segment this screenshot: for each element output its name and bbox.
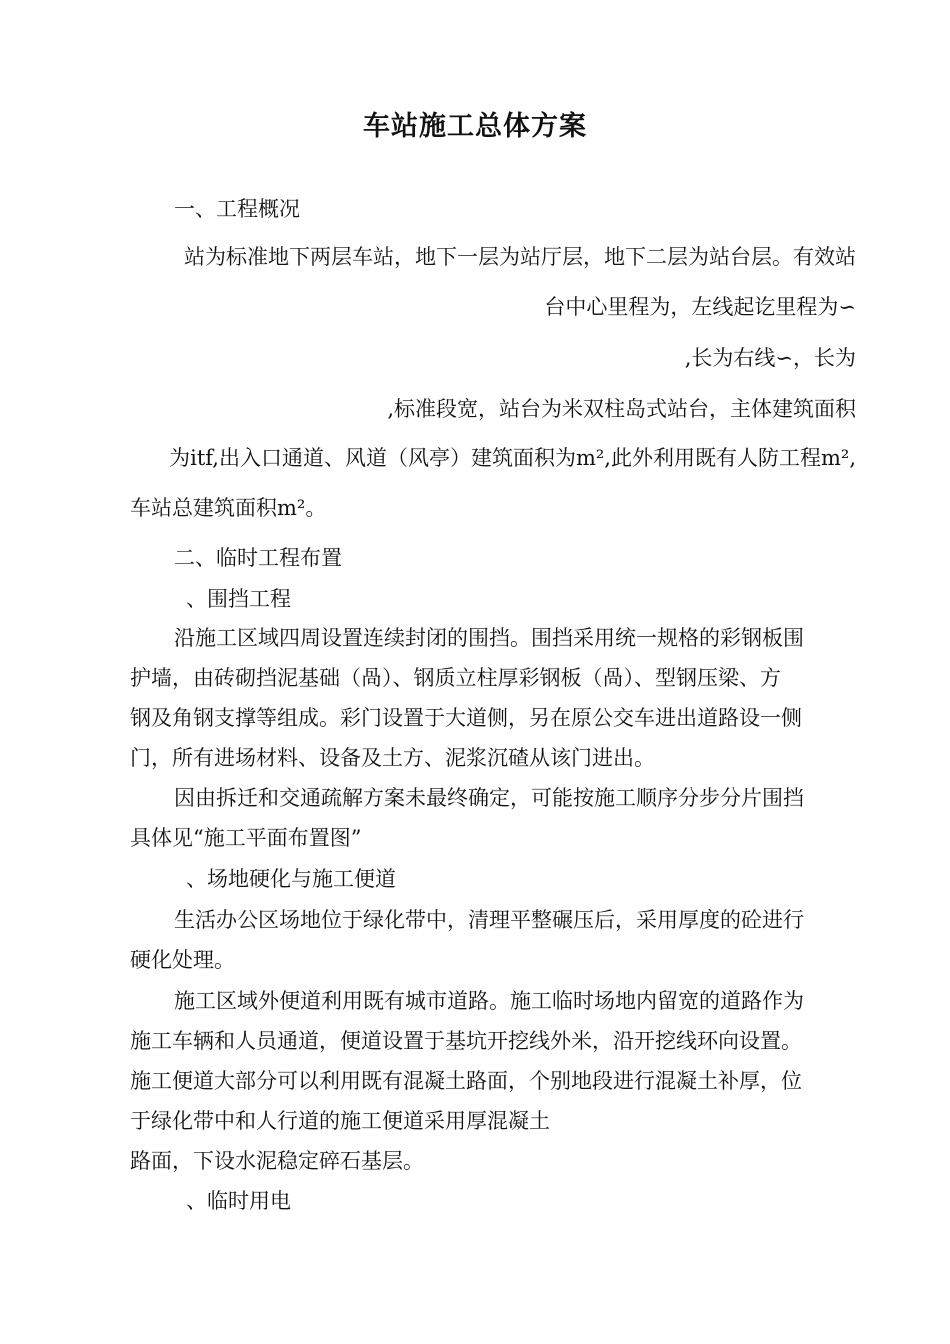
- section-heading-overview: 一、工程概况: [174, 197, 300, 221]
- subsection-heading-temporary-power: 、临时用电: [186, 1189, 291, 1213]
- section-heading-temporary-works: 二、临时工程布置: [174, 546, 342, 570]
- paragraph-line: ,长为右线∽，长为: [684, 346, 856, 370]
- paragraph-line: 于绿化带中和人行道的施工便道采用厚混凝土: [130, 1109, 550, 1133]
- paragraph-line: 钢及角钢支撑等组成。彩门设置于大道侧，另在原公交车进出道路设一侧: [130, 706, 802, 730]
- paragraph-line: ,标准段宽，站台为米双柱岛式站台，主体建筑面积: [387, 397, 856, 421]
- subsection-heading-hoarding: 、围挡工程: [186, 587, 291, 611]
- paragraph-line: 路面，下设水泥稳定碎石基层。: [130, 1149, 424, 1173]
- paragraph-line: 施工区域外便道利用既有城市道路。施工临时场地内留宽的道路作为: [174, 989, 804, 1013]
- paragraph-line: 站为标准地下两层车站，地下一层为站厅层，地下二层为站台层。有效站: [184, 245, 856, 269]
- paragraph-line: 生活办公区场地位于绿化带中，清理平整碾压后，采用厚度的砼进行: [174, 908, 804, 932]
- paragraph-line: 施工车辆和人员通道，便道设置于基坑开挖线外米，沿开挖线环向设置。: [130, 1029, 802, 1053]
- paragraph-line: 台中心里程为，左线起讫里程为∽: [544, 295, 856, 319]
- subsection-heading-site-hardening: 、场地硬化与施工便道: [186, 867, 396, 891]
- paragraph-line: 车站总建筑面积m²。: [130, 496, 327, 520]
- paragraph-line: 沿施工区域四周设置连续封闭的围挡。围挡采用统一规格的彩钢板围: [174, 626, 804, 650]
- paragraph-line: 具体见“施工平面布置图”: [130, 826, 362, 850]
- paragraph-line: 施工便道大部分可以利用既有混凝土路面，个别地段进行混凝土补厚，位: [130, 1069, 802, 1093]
- document-title: 车站施工总体方案: [363, 111, 587, 142]
- paragraph-line: 因由拆迁和交通疏解方案未最终确定，可能按施工顺序分步分片围挡: [174, 786, 804, 810]
- paragraph-line: 为itf,出入口通道、风道（风亭）建筑面积为m²,此外利用既有人防工程m²,: [169, 446, 856, 470]
- paragraph-line: 门，所有进场材料、设备及土方、泥浆沉碴从该门进出。: [130, 746, 655, 770]
- paragraph-line: 硬化处理。: [130, 948, 235, 972]
- paragraph-line: 护墙，由砖砌挡泥基础（咼）、钢质立柱厚彩钢板（咼）、型钢压梁、方: [130, 666, 781, 690]
